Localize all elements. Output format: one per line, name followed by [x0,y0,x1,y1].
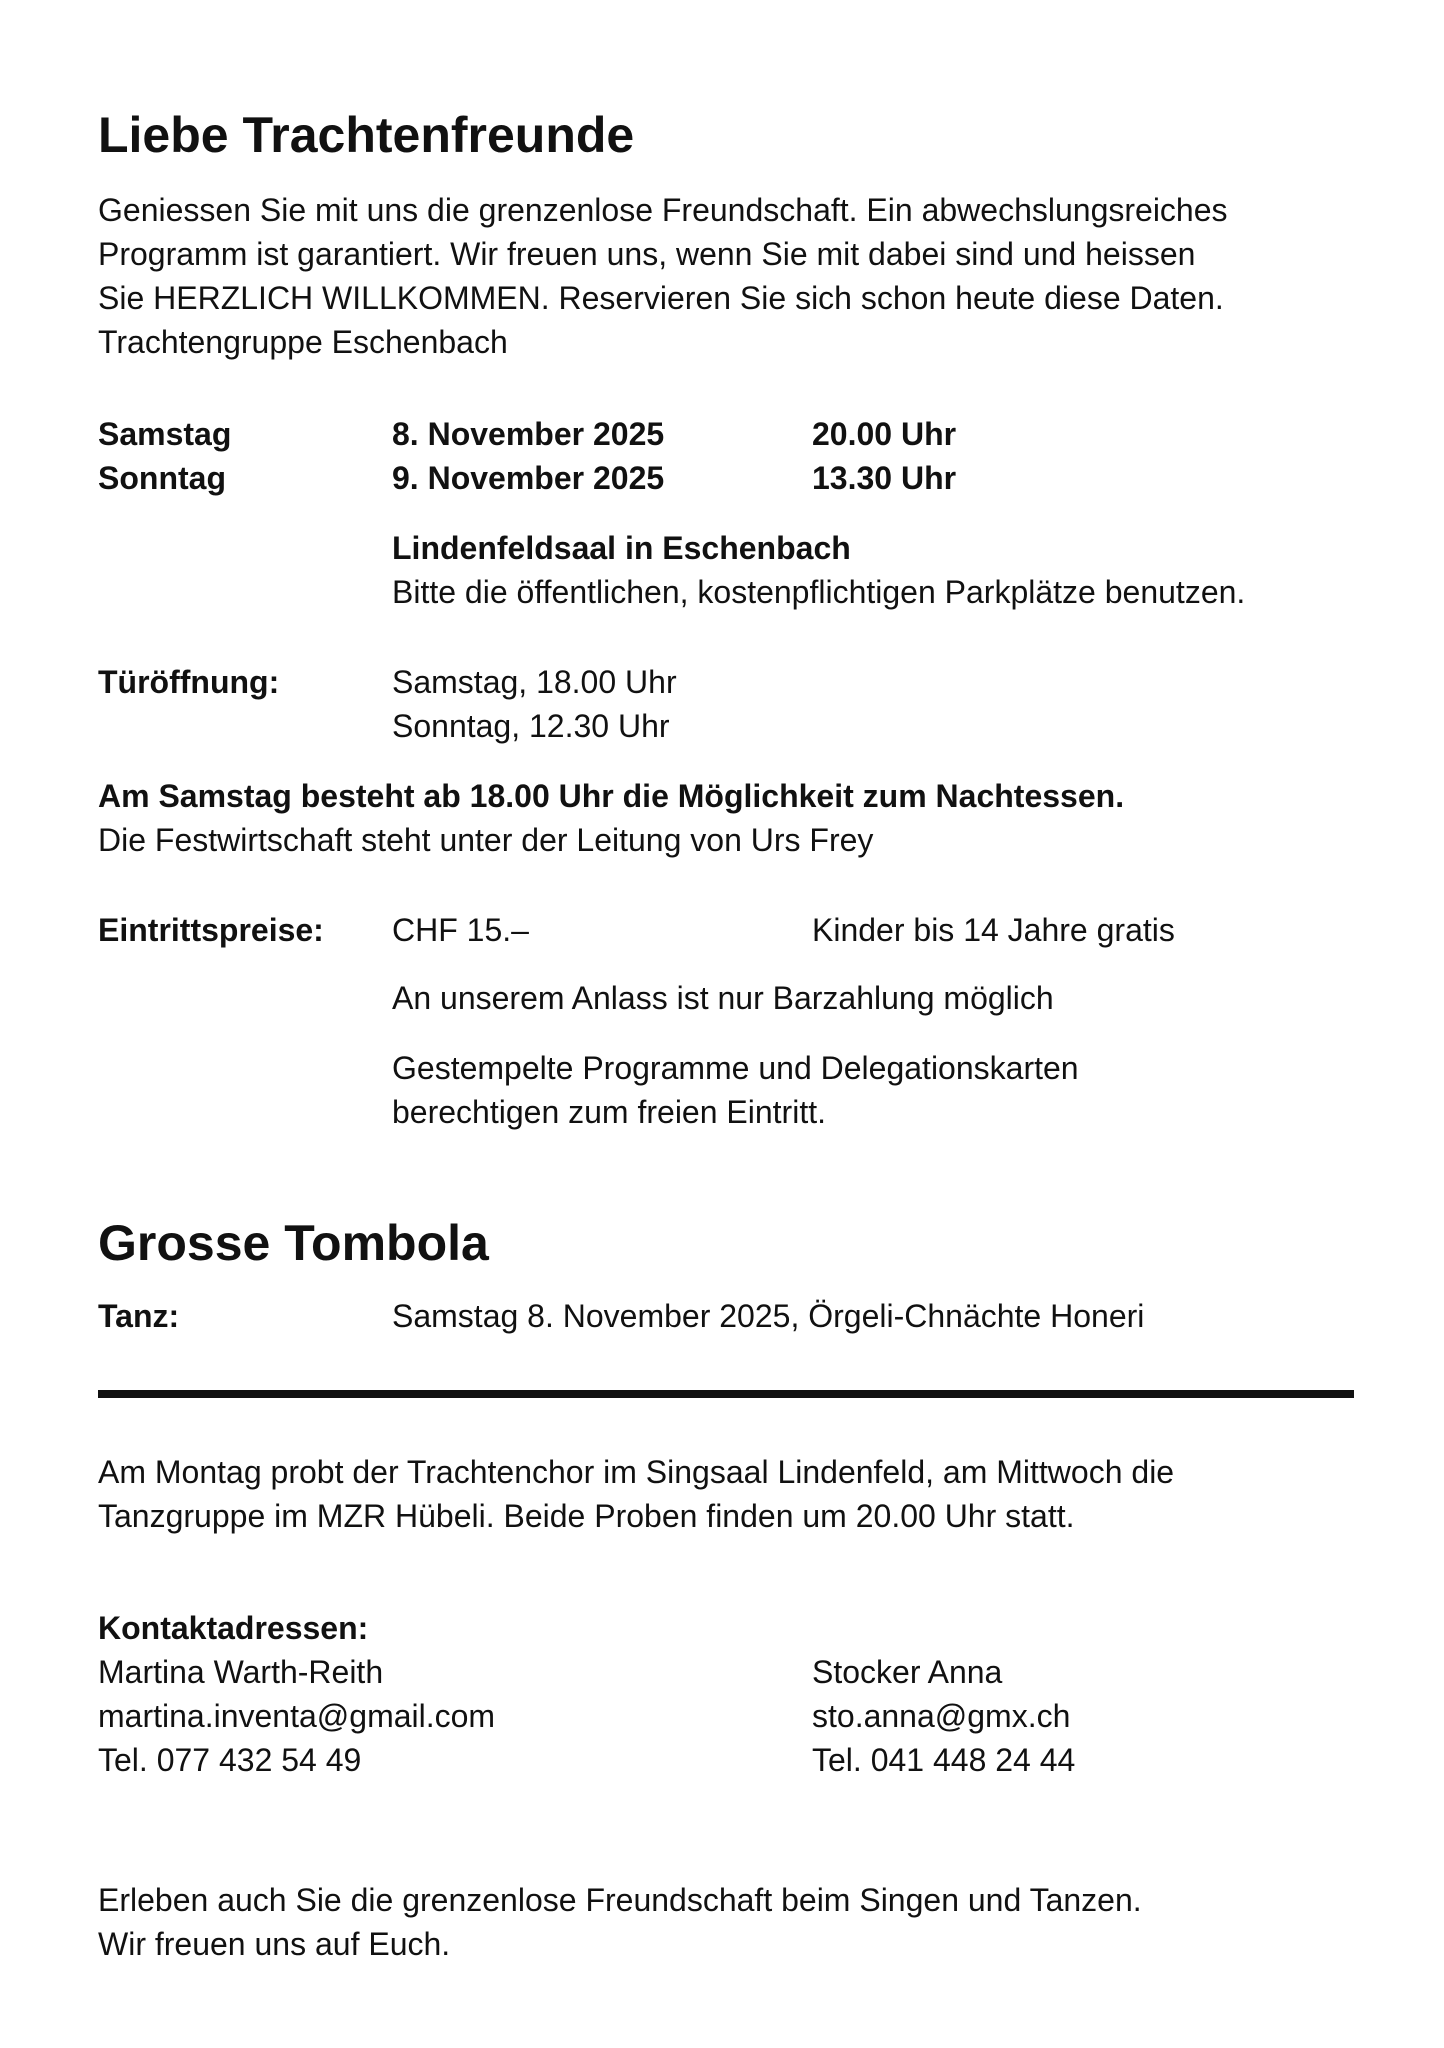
schedule-date: 9. November 2025 [392,460,665,496]
dinner-headline: Am Samstag besteht ab 18.00 Uhr die Möglichkeit zum Nachtessen. [98,778,1125,814]
schedule-time: 20.00 Uhr [812,416,957,452]
doors-saturday: Samstag, 18.00 Uhr [392,664,677,700]
intro-line: Geniessen Sie mit uns die grenzenlose Freundschaft. Ein abwechslungsreiches [98,192,1228,228]
tombola-title: Grosse Tombola [98,1215,489,1271]
intro-line: Programm ist garantiert. Wir freuen uns, wenn Sie mit dabei sind und heissen [98,236,1196,272]
divider [98,1390,1354,1398]
contact-name: Stocker Anna [812,1654,1003,1690]
rehearsals-line: Tanzgruppe im MZR Hübeli. Beide Proben finden um 20.00 Uhr statt. [98,1498,1075,1534]
children-price: Kinder bis 14 Jahre gratis [812,912,1175,948]
schedule-date: 8. November 2025 [392,416,665,452]
dance-text: Samstag 8. November 2025, Örgeli-Chnächte Honeri [392,1298,1145,1334]
contacts-label: Kontaktadressen: [98,1610,369,1646]
closing-line: Wir freuen uns auf Euch. [98,1926,451,1962]
contact-card [812,1650,1075,1782]
contact-name: Martina Warth-Reith [98,1654,384,1690]
closing-paragraph [98,1878,1142,1966]
free-entry-line: Gestempelte Programme und Delegationskarten [392,1050,1079,1086]
adult-price: CHF 15.– [392,912,529,948]
rehearsals-paragraph [98,1450,1174,1538]
parking-note: Bitte die öffentlichen, kostenpflichtigen Parkplätze benutzen. [392,574,1246,610]
schedule-day: Samstag [98,416,232,452]
rehearsals-line: Am Montag probt der Trachtenchor im Singsaal Lindenfeld, am Mittwoch die [98,1454,1175,1490]
contact-phone: Tel. 041 448 24 44 [812,1742,1076,1778]
prices-label: Eintrittspreise: [98,912,324,948]
contact-card [98,1650,495,1782]
intro-signature: Trachtengruppe Eschenbach [98,324,508,360]
dinner-note: Die Festwirtschaft steht unter der Leitung von Urs Frey [98,822,874,858]
free-entry-line: berechtigen zum freien Eintritt. [392,1094,826,1130]
intro-paragraph [98,188,1228,364]
doors-label: Türöffnung: [98,664,280,700]
contact-phone: Tel. 077 432 54 49 [98,1742,362,1778]
payment-note: An unserem Anlass ist nur Barzahlung möglich [392,980,1054,1016]
intro-line: Sie HERZLICH WILLKOMMEN. Reservieren Sie sich schon heute diese Daten. [98,280,1224,316]
contact-email[interactable]: sto.anna@gmx.ch [812,1698,1071,1734]
contact-email[interactable]: martina.inventa@gmail.com [98,1698,496,1734]
venue-name: Lindenfeldsaal in Eschenbach [392,530,851,566]
schedule-time: 13.30 Uhr [812,460,957,496]
page-title: Liebe Trachtenfreunde [98,107,635,163]
dance-label: Tanz: [98,1298,180,1334]
closing-line: Erleben auch Sie die grenzenlose Freundschaft beim Singen und Tanzen. [98,1882,1142,1918]
schedule-day: Sonntag [98,460,226,496]
doors-sunday: Sonntag, 12.30 Uhr [392,708,670,744]
